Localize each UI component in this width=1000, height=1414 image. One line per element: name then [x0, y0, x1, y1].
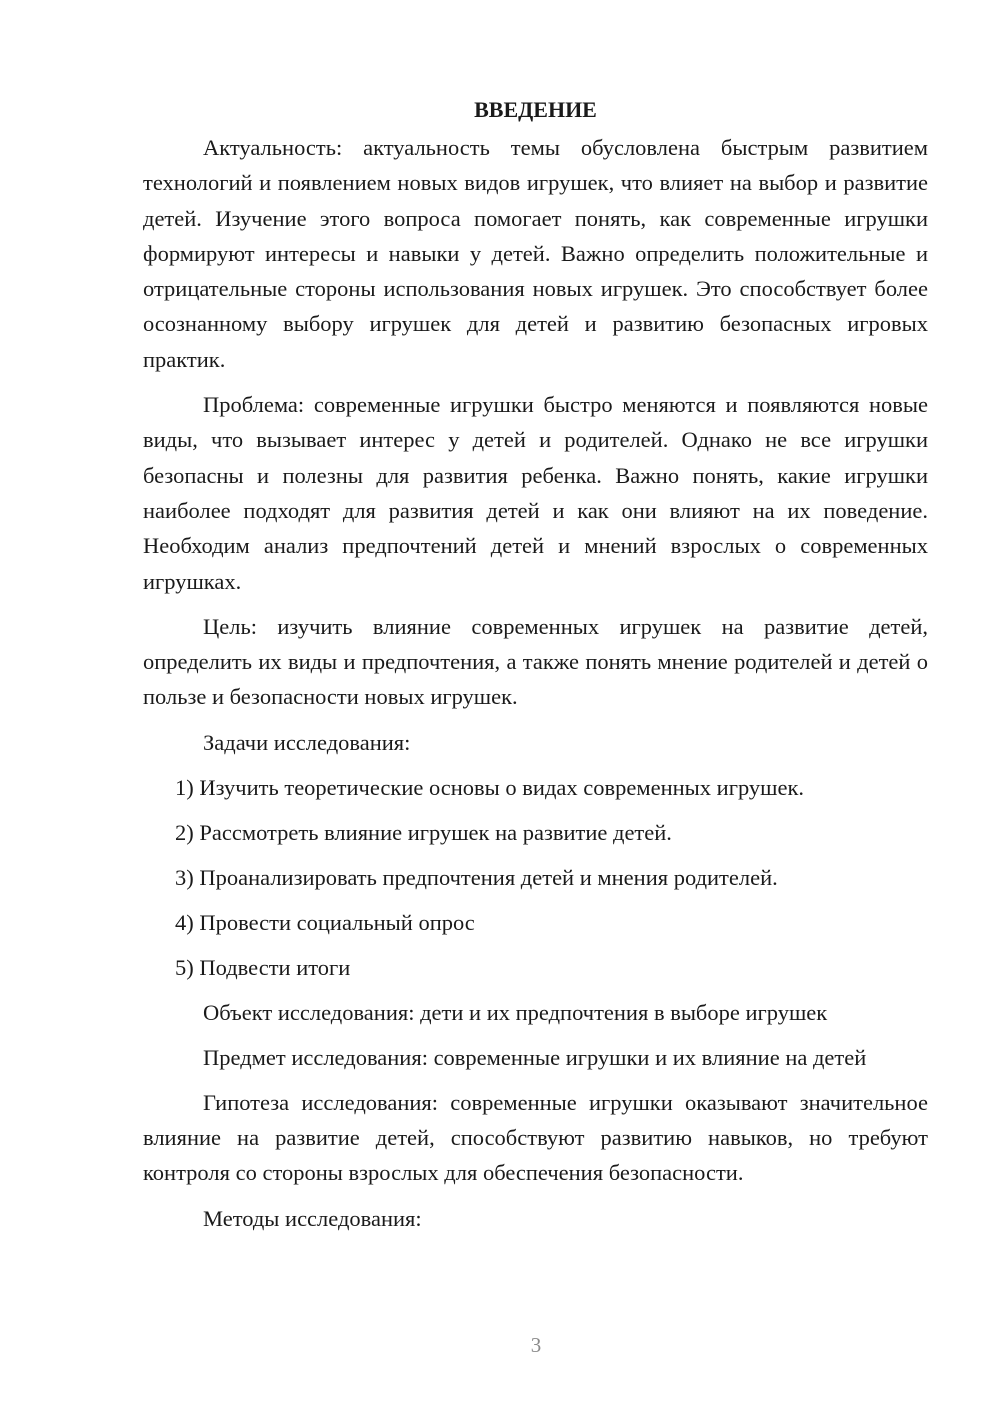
task-item-4: 4) Провести социальный опрос	[175, 909, 475, 935]
task-item-5: 5) Подвести итоги	[175, 954, 351, 980]
section-title: ВВЕДЕНИЕ	[474, 97, 597, 122]
task-item-2: 2) Рассмотреть влияние игрушек на развитие детей.	[175, 819, 672, 845]
research-subject: Предмет исследования: современные игрушки и их влияние на детей	[203, 1044, 867, 1070]
paragraph-problem: Проблема: современные игрушки быстро меняются и появляются новые виды, что вызывает интерес у детей и родителей. Однако не все игрушки безопасны и полезны для развития ребенка. Важно понять, какие игрушки наиболее подходят для развития детей и как они влияют на их поведение. Необходим анализ предпочтений детей и мнений взрослых о современных игрушках.	[143, 392, 928, 594]
page-number: 3	[530, 1333, 542, 1357]
methods-heading: Методы исследования:	[203, 1205, 422, 1231]
tasks-heading: Задачи исследования:	[203, 729, 411, 755]
page-content	[143, 93, 928, 1246]
task-item-3: 3) Проанализировать предпочтения детей и мнения родителей.	[175, 864, 778, 890]
task-item-1: 1) Изучить теоретические основы о видах современных игрушек.	[175, 774, 805, 800]
paragraph-relevance: Актуальность: актуальность темы обусловлена быстрым развитием технологий и появлением новых видов игрушек, что влияет на выбор и развитие детей. Изучение этого вопроса помогает понять, как современные игрушки формируют интересы и навыки у детей. Важно определить положительные и отрицательные стороны использования новых игрушек. Это способствует более осознанному выбору игрушек для детей и развитию безопасных игровых практик.	[143, 135, 928, 372]
research-object: Объект исследования: дети и их предпочтения в выборе игрушек	[203, 999, 828, 1025]
paragraph-goal: Цель: изучить влияние современных игрушек на развитие детей, определить их виды и предпочтения, а также понять мнение родителей и детей о пользе и безопасности новых игрушек.	[143, 613, 928, 710]
paragraph-hypothesis: Гипотеза исследования: современные игрушки оказывают значительное влияние на развитие детей, способствуют развитию навыков, но требуют контроля со стороны взрослых для обеспечения безопасности.	[143, 1089, 928, 1186]
